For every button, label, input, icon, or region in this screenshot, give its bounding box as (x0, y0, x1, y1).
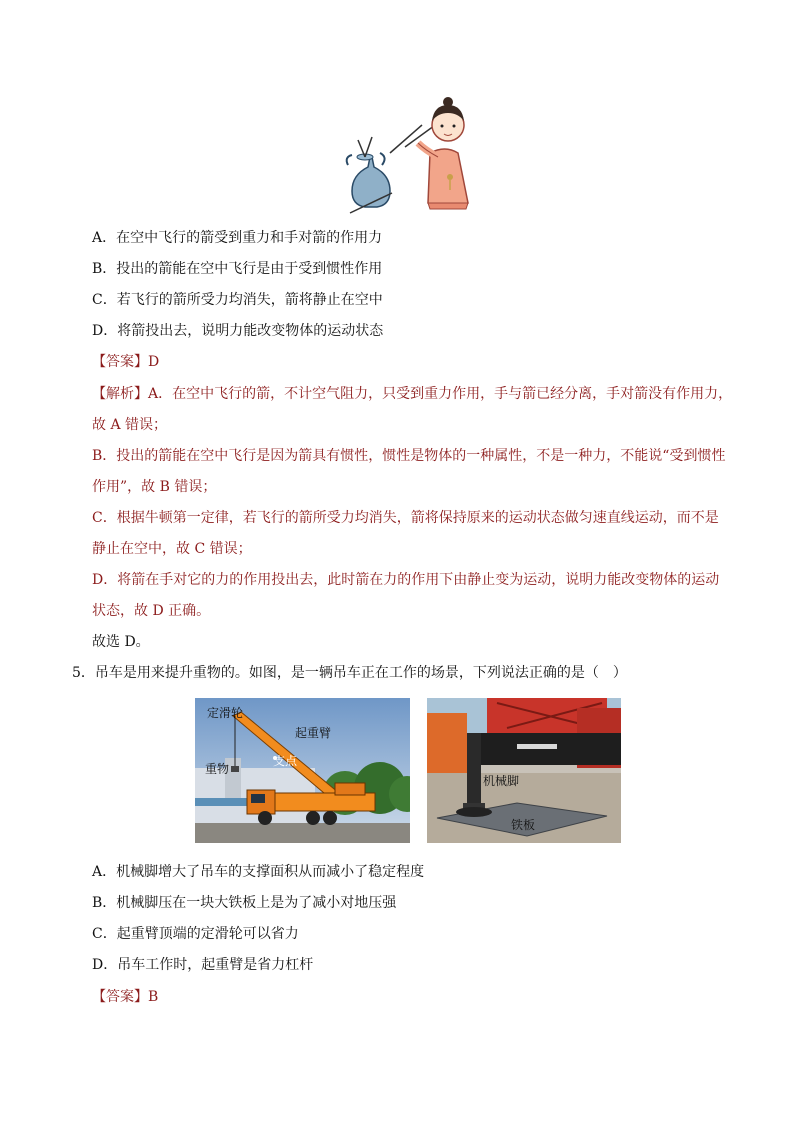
label-plate: 铁板 (511, 818, 536, 832)
analysis-tag: 【解析】 (92, 386, 148, 402)
q5-option-a: A．机械脚增大了吊车的支撑面积从而减小了稳定程度 (92, 864, 425, 880)
label-pulley: 定滑轮 (207, 706, 244, 720)
q4-option-c: C．若飞行的箭所受力均消失，箭将静止在空中 (92, 292, 383, 308)
q5-stem: 5．吊车是用来提升重物的。如图，是一辆吊车正在工作的场景，下列说法正确的是（ ） (72, 665, 627, 681)
mechanical-leg-photo (427, 698, 621, 843)
q4-option-d: D．将箭投出去，说明力能改变物体的运动状态 (92, 323, 384, 339)
q5-answer (92, 987, 158, 1007)
q4-analysis-c2: 静止在空中，故 C 错误； (92, 541, 252, 557)
analysis-text: A．在空中飞行的箭，不计空气阻力，只受到重力作用，手与箭已经分离，手对箭没有作用力， (148, 386, 733, 402)
crane-truck-photo (195, 698, 410, 843)
q4-analysis-b1: B．投出的箭能在空中飞行是因为箭具有惯性，惯性是物体的一种属性，不是一种力，不能说“受到惯性 (92, 448, 726, 464)
q4-option-a: A．在空中飞行的箭受到重力和手对箭的作用力 (92, 230, 383, 246)
q4-analysis-d1: D．将箭在手对它的力的作用投出去，此时箭在力的作用下由静止变为运动，说明力能改变物体的运动 (92, 572, 720, 588)
label-boom: 起重臂 (295, 726, 332, 740)
q4-analysis-b2: 作用”，故 B 错误； (92, 479, 217, 495)
q4-option-b: B．投出的箭能在空中飞行是由于受到惯性作用 (92, 261, 383, 277)
q5-option-d: D．吊车工作时，起重臂是省力杠杆 (92, 957, 314, 973)
q4-conclusion: 故选 D。 (92, 634, 150, 650)
answer-value: D (148, 354, 160, 370)
q4-analysis-d2: 状态，故 D 正确。 (92, 603, 211, 619)
label-weight: 重物 (205, 762, 230, 776)
answer-tag: 【答案】 (92, 354, 148, 370)
q4-analysis-a2: 故 A 错误； (92, 417, 168, 433)
q5-option-b: B．机械脚压在一块大铁板上是为了减小对地压强 (92, 895, 397, 911)
q4-analysis-c1: C．根据牛顿第一定律，若飞行的箭所受力均消失，箭将保持原来的运动状态做匀速直线运动，而不是 (92, 510, 719, 526)
q5-option-c: C．起重臂顶端的定滑轮可以省力 (92, 926, 299, 942)
q4-analysis-a1 (92, 384, 732, 404)
label-leg: 机械脚 (483, 774, 520, 788)
label-fulcrum: 支点 (273, 754, 298, 768)
pitch-pot-illustration (330, 95, 485, 220)
q4-answer (92, 352, 159, 372)
answer-value: B (148, 989, 159, 1005)
answer-tag: 【答案】 (92, 989, 148, 1005)
